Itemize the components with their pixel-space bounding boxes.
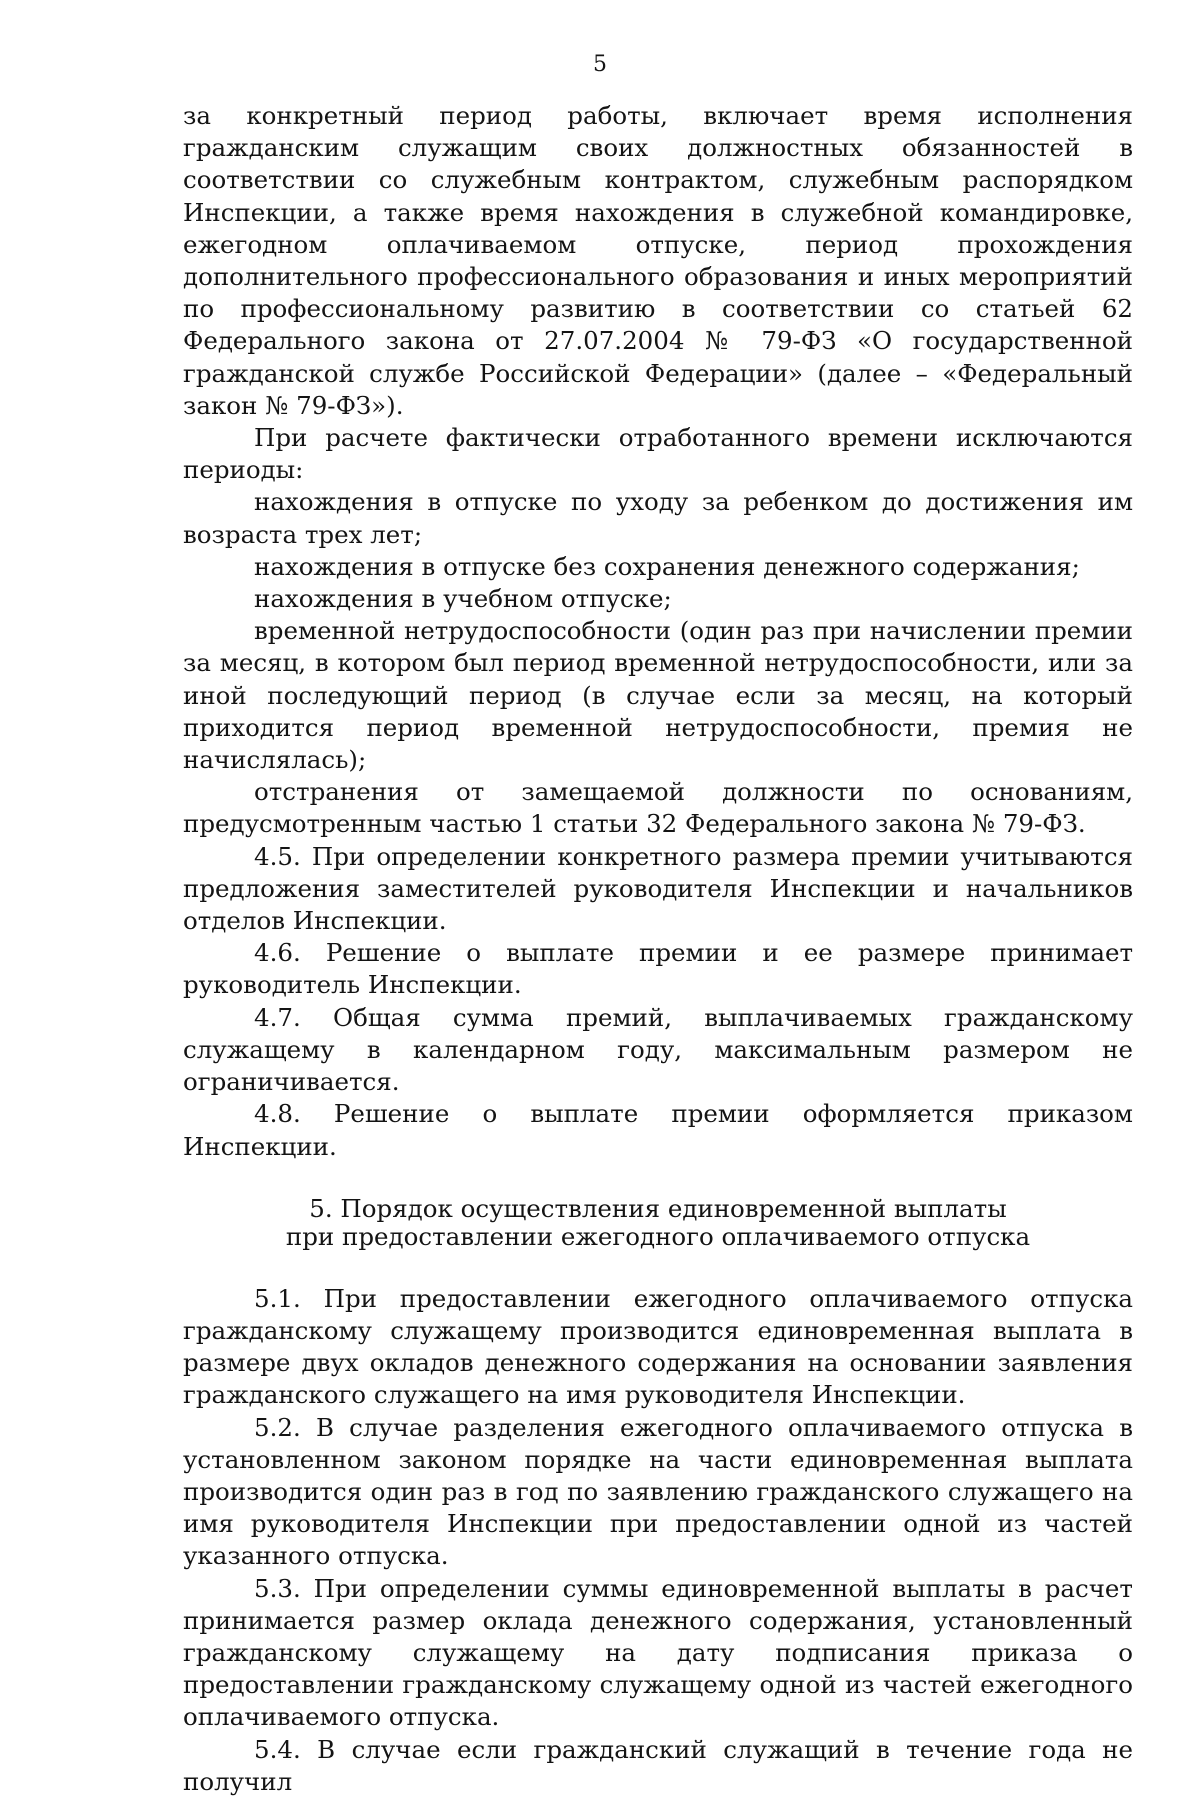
document-body (183, 100, 1133, 1798)
paragraph: нахождения в учебном отпуске; (254, 584, 672, 614)
section-heading-line: при предоставлении ежегодного оплачиваемого отпуска (285, 1221, 1031, 1251)
paragraph: за конкретный период работы, включает время исполнения гражданским служащим своих должностных обязанностей в соответствии со служебным контрактом, служебным распорядком Инспекции, а также время нахождения в служебной командировке, ежегодном оплачиваемом отпуске, период прохождения дополнительного профессионального образования и иных мероприятий по профессиональному развитию в соответствии со статьей 62 Федерального закона от 27.07.2004 № 79-ФЗ «О государственной гражданской службе Российской Федерации» (далее – «Федеральный закон № 79-ФЗ»). (183, 101, 1133, 420)
paragraph: 4.6. Решение о выплате премии и ее размере принимает руководитель Инспекции. (183, 938, 1133, 1000)
paragraph: нахождения в отпуске по уходу за ребенком до достижения им возраста трех лет; (183, 487, 1133, 549)
section-heading (183, 1195, 1133, 1251)
paragraph: 5.3. При определении суммы единовременной выплаты в расчет принимается размер оклада денежного содержания, установленный гражданскому служащему на дату подписания приказа о предоставлении гражданскому служащему одной из частей ежегодного оплачиваемого отпуска. (183, 1573, 1133, 1732)
paragraphs-after (183, 1283, 1133, 1798)
paragraph: временной нетрудоспособности (один раз при начислении премии за месяц, в котором был период временной нетрудоспособности, или за иной последующий период (в случае если за месяц, на который приходится период временной нетрудоспособности, премия не начислялась); (183, 616, 1133, 775)
paragraph: 5.1. При предоставлении ежегодного оплачиваемого отпуска гражданскому служащему производится единовременная выплата в размере двух окладов денежного содержания на основании заявления гражданского служащего на имя руководителя Инспекции. (183, 1283, 1133, 1410)
paragraph: 4.7. Общая сумма премий, выплачиваемых гражданскому служащему в календарном году, максимальным размером не ограничивается. (183, 1002, 1133, 1097)
page-number: 5 (593, 52, 607, 77)
paragraph: нахождения в отпуске без сохранения денежного содержания; (254, 551, 1080, 581)
paragraph: При расчете фактически отработанного времени исключаются периоды: (183, 423, 1133, 485)
paragraph: 4.5. При определении конкретного размера премии учитываются предложения заместителей руководителя Инспекции и начальников отделов Инспекции. (183, 841, 1133, 936)
paragraph: 5.4. В случае если гражданский служащий в течение года не получил (183, 1734, 1133, 1796)
section-heading-line: 5. Порядок осуществления единовременной выплаты (309, 1193, 1007, 1223)
paragraph: 5.2. В случае разделения ежегодного оплачиваемого отпуска в установленном законом порядке на части единовременная выплата производится один раз в год по заявлению гражданского служащего на имя руководителя Инспекции при предоставлении одной из частей указанного отпуска. (183, 1412, 1133, 1571)
paragraph: отстранения от замещаемой должности по основаниям, предусмотренным частью 1 статьи 32 Федерального закона № 79-ФЗ. (183, 777, 1133, 839)
paragraphs-before (183, 100, 1133, 1163)
paragraph: 4.8. Решение о выплате премии оформляется приказом Инспекции. (183, 1099, 1133, 1161)
